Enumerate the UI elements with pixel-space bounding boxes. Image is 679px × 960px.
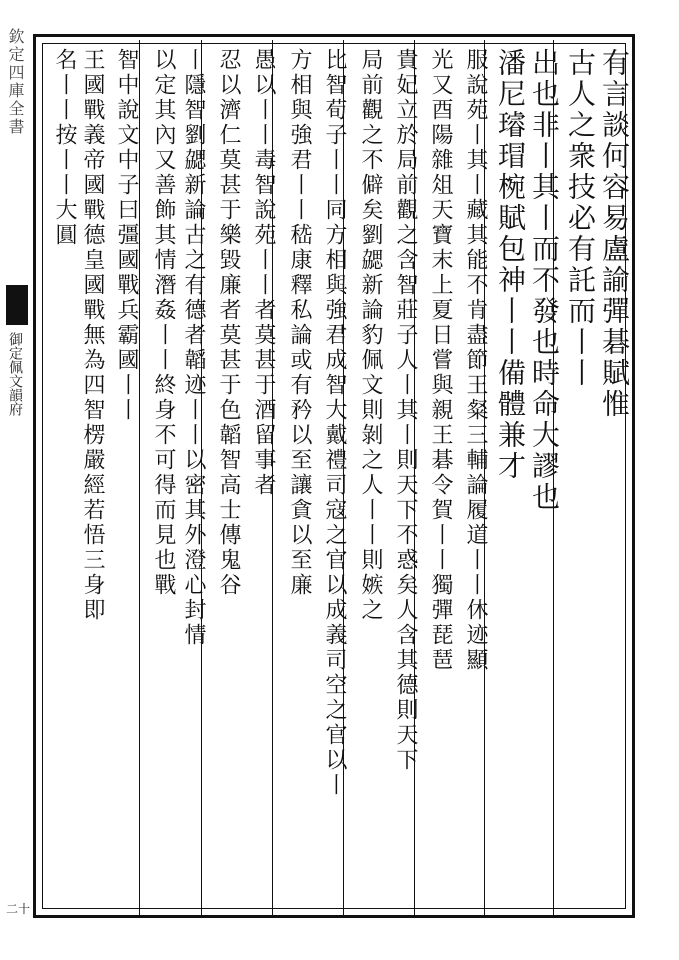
text-column: 丨隱智劉勰新論古之有德者韜迹丨丨以密其外澄心封情	[181, 48, 206, 648]
text-column: 王國戰義帝國戰德皇國戰無為四智楞嚴經若悟三身即	[80, 48, 105, 623]
text-column: 服說苑丨其丨藏其能不肯盡節王粲三輔論履道丨丨休迹顯	[463, 48, 488, 673]
text-column: 貴妃立於局前觀之含智莊子人丨其丨則天下不惑矣人含其德則天下	[393, 48, 418, 773]
text-column: 愚以丨丨毒智說苑丨丨者莫甚于酒留事者	[251, 48, 276, 498]
text-column: 方相與強君丨丨嵇康釋私論或有矜以至讓貪以至廉	[287, 48, 312, 598]
text-column: 智中說文中子曰彊國戰兵霸國丨丨	[114, 48, 139, 423]
text-column: 古人之衆技必有託而丨丨	[564, 48, 597, 389]
text-column: 有言談何容易盧諭彈碁賦惟	[598, 48, 631, 420]
text-column: 潘尼璿瑁椀賦包神丨丨備體兼才	[494, 48, 527, 482]
margin-book-title: 御定佩文韻府	[7, 332, 23, 416]
text-column: 局前觀之不僻矣劉勰新論豹佩文則剝之人丨丨則嫉之	[358, 48, 383, 623]
text-column: 忍以濟仁莫甚于樂毀廉者莫甚于色韜智高士傳鬼谷	[216, 48, 241, 598]
page-margin	[0, 0, 30, 960]
margin-series-title: 欽定四庫全書	[6, 28, 25, 136]
text-column: 光又酉陽雜俎天寶末上夏日嘗與親王碁令賀丨丨獨彈琵琶	[428, 48, 453, 673]
text-column: 以定其內又善飾其情潛姦丨丨終身不可得而見也戰	[151, 48, 176, 598]
text-column: 比智荀子丨丨同方相與強君成智大戴禮司寇之官以成義司空之官以丨	[322, 48, 347, 798]
text-column: 名丨丨按丨丨大圓	[52, 48, 77, 248]
text-column: 出也非丨其丨而不發也時命大謬也	[528, 48, 561, 513]
fishtail-mark	[6, 285, 28, 325]
margin-page-number: 二十	[6, 902, 31, 916]
